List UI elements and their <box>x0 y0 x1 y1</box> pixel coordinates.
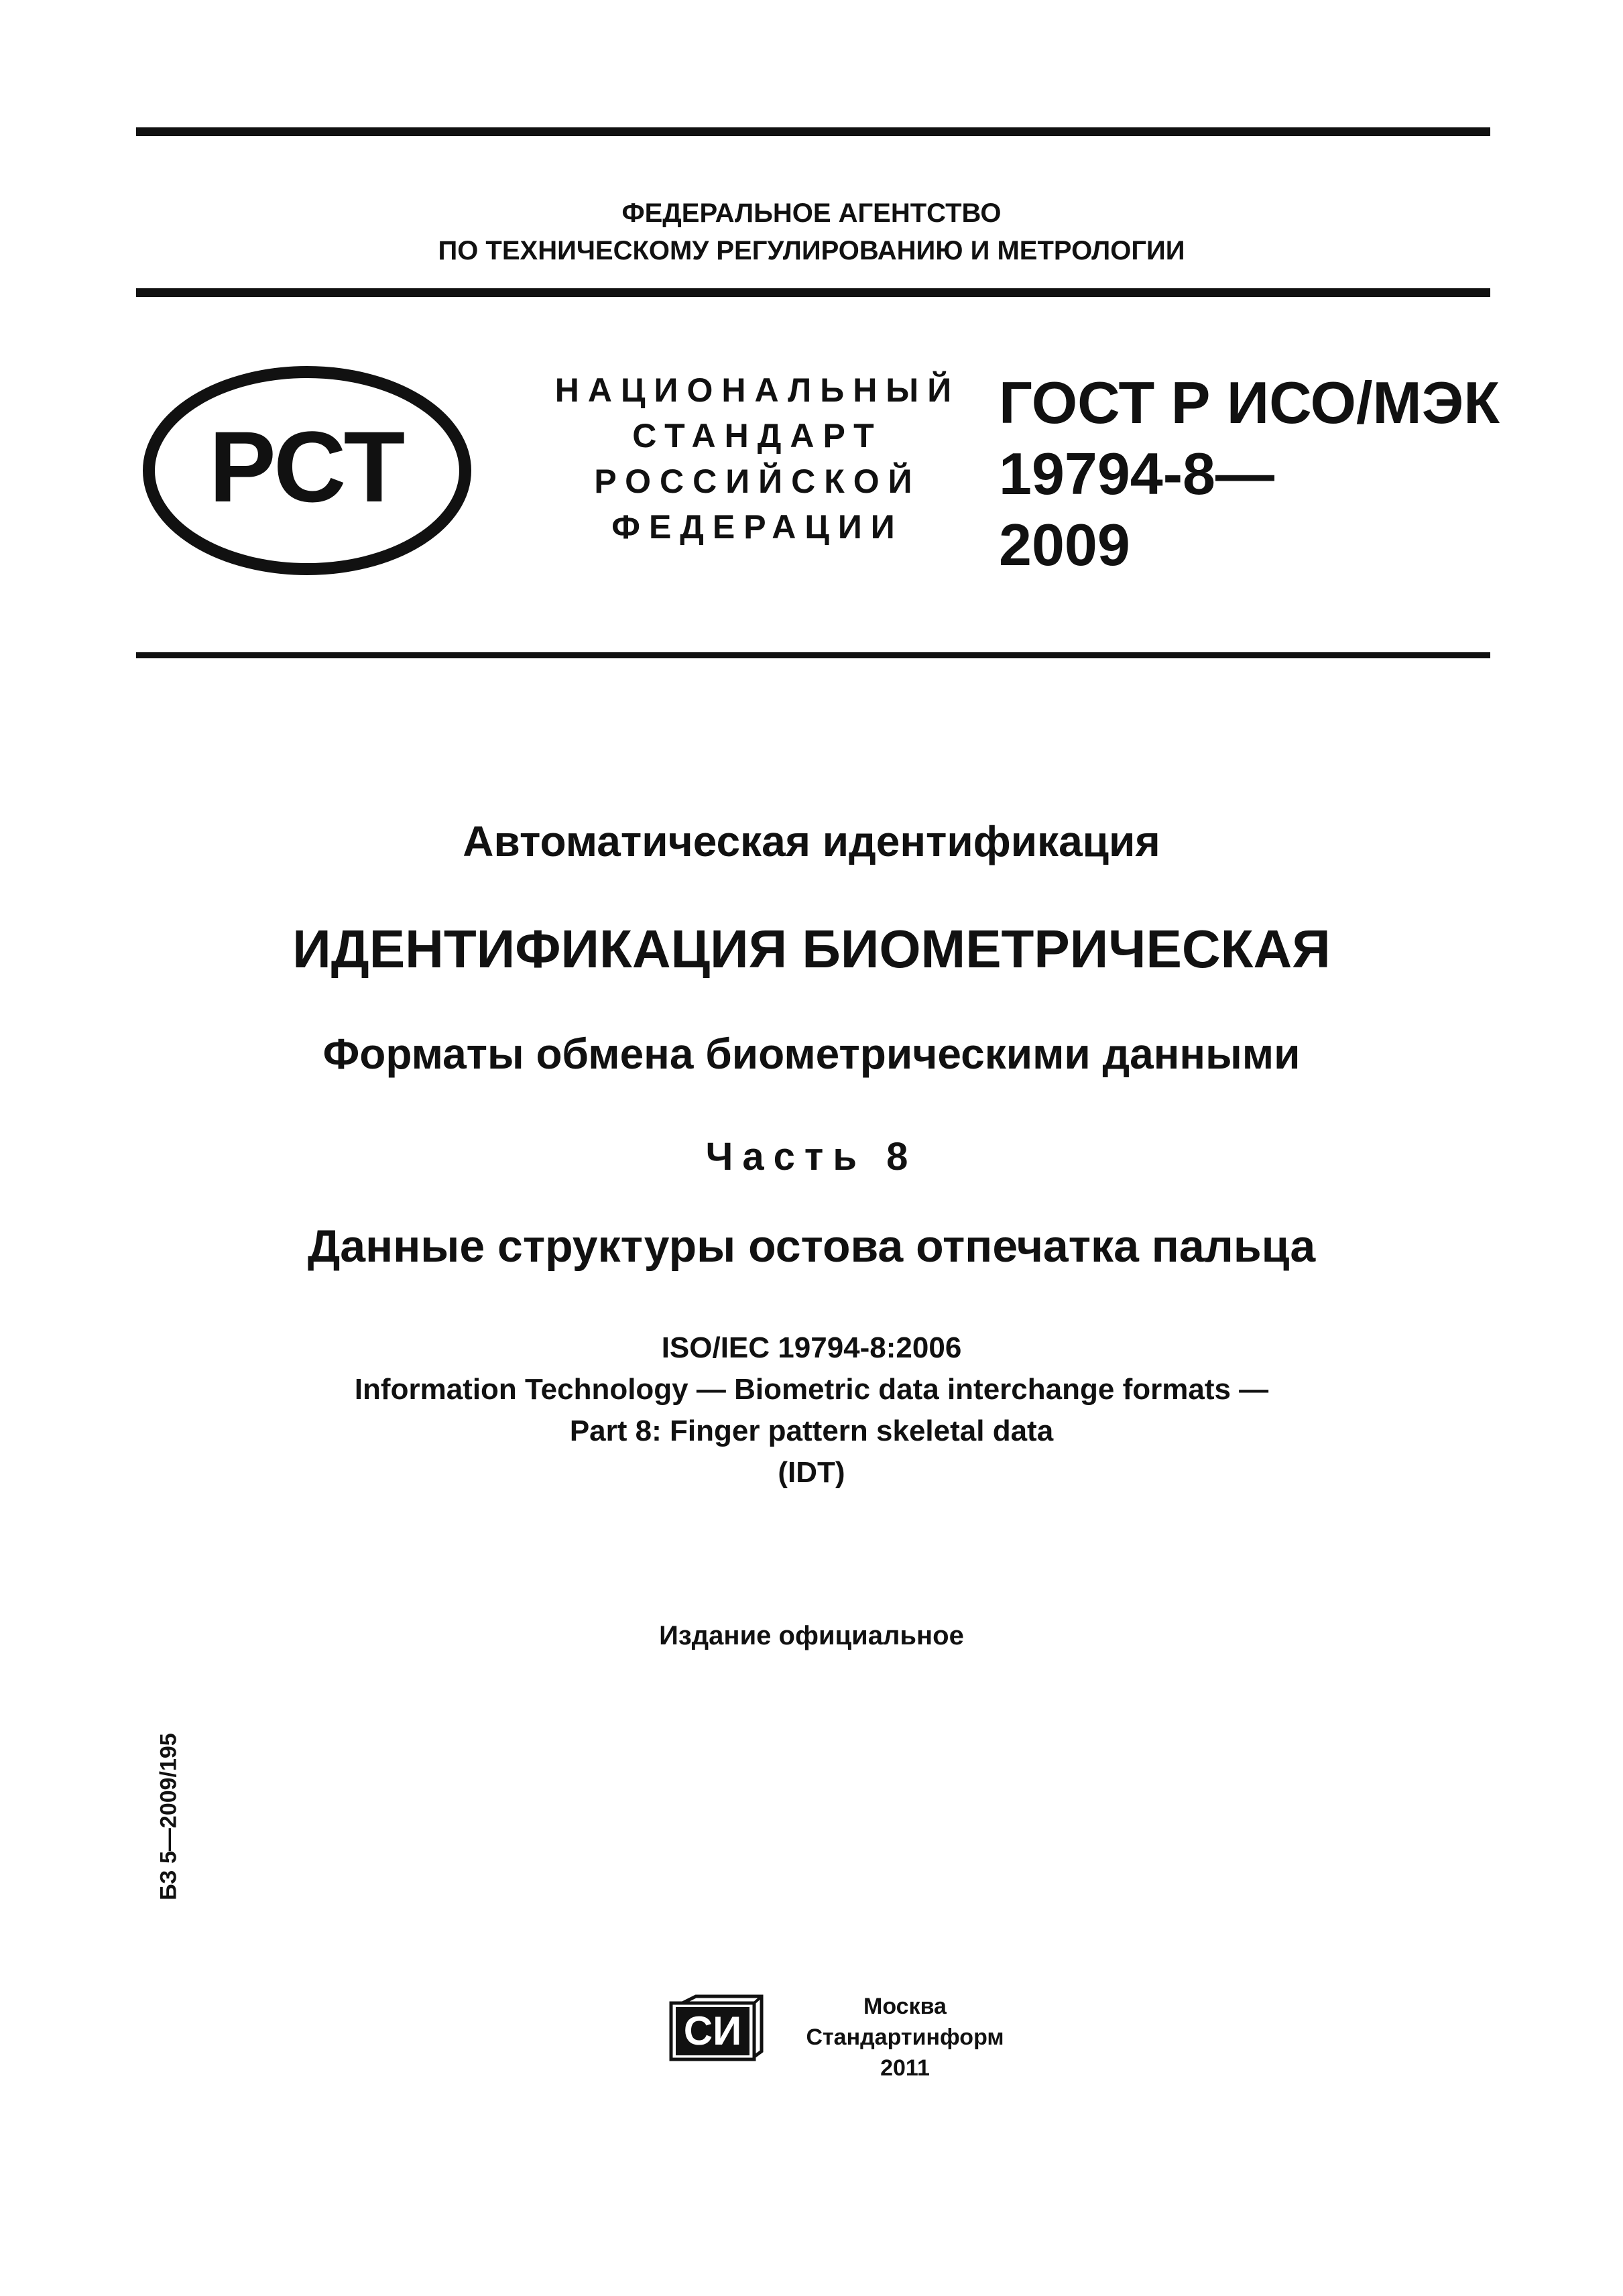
catalog-number: БЗ 5—2009/195 <box>156 1733 182 1900</box>
national-standard-line-4: ФЕДЕРАЦИИ <box>611 508 904 546</box>
national-standard-line-3: РОССИЙСКОЙ <box>594 463 921 500</box>
publisher-name: Стандартинформ <box>806 2025 1004 2050</box>
agency-rule <box>136 288 1490 297</box>
national-standard-line-1: НАЦИОНАЛЬНЫЙ <box>554 371 961 409</box>
standard-designation <box>999 367 1500 581</box>
designation-line-1: ГОСТ Р ИСО/МЭК <box>999 369 1500 436</box>
rst-logo-text: РСТ <box>208 410 406 523</box>
title-subtitle: Данные структуры остова отпечатка пальца <box>307 1221 1316 1272</box>
standartinform-logo-text: СИ <box>683 2008 742 2053</box>
designation-line-2: 19794-8— <box>999 440 1274 507</box>
agency-name <box>0 194 1623 269</box>
national-standard-label <box>530 367 985 550</box>
agency-line-2: ПО ТЕХНИЧЕСКОМУ РЕГУЛИРОВАНИЮ И МЕТРОЛОГИИ <box>438 236 1185 265</box>
top-rule <box>136 127 1490 136</box>
iso-reference <box>0 1327 1623 1494</box>
edition-label: Издание официальное <box>659 1621 964 1650</box>
iso-title-line-1: Information Technology — Biometric data interchange formats — <box>354 1373 1269 1406</box>
header-bottom-rule <box>136 652 1490 658</box>
title-area: Автоматическая идентификация <box>463 817 1160 865</box>
title-part: Часть 8 <box>705 1135 918 1179</box>
standartinform-logo-icon <box>669 1992 764 2062</box>
iso-degree: (IDT) <box>778 1456 845 1489</box>
title-formats: Форматы обмена биометрическими данными <box>322 1030 1301 1078</box>
title-main: ИДЕНТИФИКАЦИЯ БИОМЕТРИЧЕСКАЯ <box>292 919 1331 979</box>
designation-line-3: 2009 <box>999 511 1130 578</box>
publisher-year: 2011 <box>880 2055 930 2081</box>
iso-code: ISO/IEC 19794-8:2006 <box>661 1331 962 1364</box>
iso-title-line-2: Part 8: Finger pattern skeletal data <box>569 1414 1054 1447</box>
publisher-city: Москва <box>863 1994 947 2019</box>
agency-line-1: ФЕДЕРАЛЬНОЕ АГЕНТСТВО <box>621 198 1002 228</box>
national-standard-line-2: СТАНДАРТ <box>632 417 883 455</box>
rst-logo-icon <box>141 364 473 577</box>
publisher-block <box>784 1991 1026 2083</box>
